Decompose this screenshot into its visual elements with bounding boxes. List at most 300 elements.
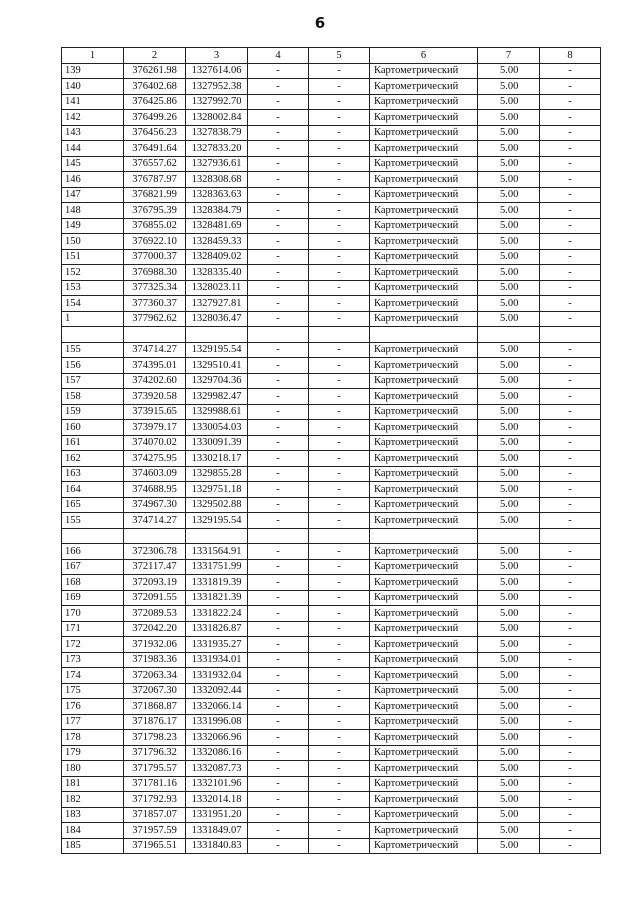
empty-cell xyxy=(124,528,186,544)
cell-y-coordinate: 1332087.73 xyxy=(186,761,248,777)
cell-y-coordinate: 1328384.79 xyxy=(186,203,248,219)
cell-x-coordinate: 377325.34 xyxy=(124,280,186,296)
cell-x-coordinate: 372306.78 xyxy=(124,544,186,560)
cell-point-number: 145 xyxy=(62,156,124,172)
cell-col-8: - xyxy=(540,63,601,79)
column-header-1: 1 xyxy=(62,48,124,64)
cell-accuracy: 5.00 xyxy=(478,125,540,141)
table-row xyxy=(62,110,601,126)
table-row xyxy=(62,590,601,606)
cell-col-4: - xyxy=(248,652,309,668)
cell-accuracy: 5.00 xyxy=(478,172,540,188)
cell-y-coordinate: 1328023.11 xyxy=(186,280,248,296)
cell-col-8: - xyxy=(540,497,601,513)
table-row xyxy=(62,311,601,327)
cell-col-4: - xyxy=(248,807,309,823)
cell-method: Картометрический xyxy=(370,714,478,730)
cell-col-4: - xyxy=(248,606,309,622)
cell-col-5: - xyxy=(309,358,370,374)
cell-col-5: - xyxy=(309,79,370,95)
cell-x-coordinate: 376795.39 xyxy=(124,203,186,219)
cell-accuracy: 5.00 xyxy=(478,373,540,389)
cell-x-coordinate: 373979.17 xyxy=(124,420,186,436)
cell-col-8: - xyxy=(540,482,601,498)
cell-col-8: - xyxy=(540,714,601,730)
cell-x-coordinate: 374967.30 xyxy=(124,497,186,513)
cell-col-4: - xyxy=(248,389,309,405)
cell-method: Картометрический xyxy=(370,358,478,374)
cell-y-coordinate: 1327927.81 xyxy=(186,296,248,312)
cell-point-number: 168 xyxy=(62,575,124,591)
cell-point-number: 160 xyxy=(62,420,124,436)
cell-col-8: - xyxy=(540,575,601,591)
cell-col-5: - xyxy=(309,63,370,79)
cell-accuracy: 5.00 xyxy=(478,668,540,684)
table-row xyxy=(62,94,601,110)
cell-y-coordinate: 1332066.14 xyxy=(186,699,248,715)
cell-y-coordinate: 1331564.91 xyxy=(186,544,248,560)
cell-x-coordinate: 376821.99 xyxy=(124,187,186,203)
cell-y-coordinate: 1331821.39 xyxy=(186,590,248,606)
empty-cell xyxy=(540,327,601,343)
cell-method: Картометрический xyxy=(370,218,478,234)
header-row xyxy=(62,48,601,64)
cell-col-4: - xyxy=(248,761,309,777)
cell-accuracy: 5.00 xyxy=(478,311,540,327)
group-separator-row xyxy=(62,528,601,544)
cell-y-coordinate: 1327992.70 xyxy=(186,94,248,110)
cell-method: Картометрический xyxy=(370,466,478,482)
cell-accuracy: 5.00 xyxy=(478,792,540,808)
column-header-4: 4 xyxy=(248,48,309,64)
cell-col-5: - xyxy=(309,172,370,188)
empty-cell xyxy=(478,327,540,343)
cell-accuracy: 5.00 xyxy=(478,621,540,637)
cell-col-8: - xyxy=(540,590,601,606)
cell-y-coordinate: 1329982.47 xyxy=(186,389,248,405)
cell-x-coordinate: 371857.07 xyxy=(124,807,186,823)
cell-y-coordinate: 1331822.24 xyxy=(186,606,248,622)
cell-x-coordinate: 372091.55 xyxy=(124,590,186,606)
cell-point-number: 144 xyxy=(62,141,124,157)
cell-accuracy: 5.00 xyxy=(478,420,540,436)
cell-col-4: - xyxy=(248,141,309,157)
empty-cell xyxy=(124,327,186,343)
cell-col-4: - xyxy=(248,699,309,715)
table-row xyxy=(62,745,601,761)
cell-x-coordinate: 371795.57 xyxy=(124,761,186,777)
cell-method: Картометрический xyxy=(370,203,478,219)
cell-col-8: - xyxy=(540,652,601,668)
cell-y-coordinate: 1329502.88 xyxy=(186,497,248,513)
cell-col-5: - xyxy=(309,575,370,591)
cell-col-4: - xyxy=(248,187,309,203)
cell-accuracy: 5.00 xyxy=(478,203,540,219)
cell-y-coordinate: 1332066.96 xyxy=(186,730,248,746)
cell-point-number: 164 xyxy=(62,482,124,498)
table-row xyxy=(62,404,601,420)
cell-accuracy: 5.00 xyxy=(478,358,540,374)
cell-x-coordinate: 376557.62 xyxy=(124,156,186,172)
cell-col-8: - xyxy=(540,94,601,110)
table-row xyxy=(62,823,601,839)
table-row xyxy=(62,637,601,653)
page-number: 6 xyxy=(314,14,326,32)
cell-col-8: - xyxy=(540,730,601,746)
cell-col-8: - xyxy=(540,823,601,839)
table-header xyxy=(62,48,601,64)
cell-col-4: - xyxy=(248,823,309,839)
cell-point-number: 178 xyxy=(62,730,124,746)
table-row xyxy=(62,249,601,265)
column-header-5: 5 xyxy=(309,48,370,64)
cell-y-coordinate: 1332086.16 xyxy=(186,745,248,761)
cell-method: Картометрический xyxy=(370,234,478,250)
cell-y-coordinate: 1330054.03 xyxy=(186,420,248,436)
cell-x-coordinate: 371781.16 xyxy=(124,776,186,792)
cell-point-number: 161 xyxy=(62,435,124,451)
cell-method: Картометрический xyxy=(370,699,478,715)
cell-col-8: - xyxy=(540,296,601,312)
table-row xyxy=(62,606,601,622)
table-row xyxy=(62,218,601,234)
table-row xyxy=(62,342,601,358)
table-row xyxy=(62,358,601,374)
cell-method: Картометрический xyxy=(370,172,478,188)
cell-method: Картометрический xyxy=(370,141,478,157)
cell-col-4: - xyxy=(248,482,309,498)
cell-col-4: - xyxy=(248,466,309,482)
cell-point-number: 140 xyxy=(62,79,124,95)
cell-y-coordinate: 1331996.08 xyxy=(186,714,248,730)
cell-x-coordinate: 373920.58 xyxy=(124,389,186,405)
cell-col-4: - xyxy=(248,792,309,808)
cell-x-coordinate: 371932.06 xyxy=(124,637,186,653)
cell-col-8: - xyxy=(540,761,601,777)
table-row xyxy=(62,280,601,296)
cell-x-coordinate: 372093.19 xyxy=(124,575,186,591)
cell-x-coordinate: 371792.93 xyxy=(124,792,186,808)
cell-accuracy: 5.00 xyxy=(478,559,540,575)
cell-col-4: - xyxy=(248,280,309,296)
cell-point-number: 184 xyxy=(62,823,124,839)
cell-col-4: - xyxy=(248,358,309,374)
cell-point-number: 172 xyxy=(62,637,124,653)
cell-accuracy: 5.00 xyxy=(478,435,540,451)
cell-y-coordinate: 1331826.87 xyxy=(186,621,248,637)
cell-col-5: - xyxy=(309,94,370,110)
cell-accuracy: 5.00 xyxy=(478,807,540,823)
table-body xyxy=(62,63,601,854)
cell-col-5: - xyxy=(309,745,370,761)
cell-col-4: - xyxy=(248,311,309,327)
cell-method: Картометрический xyxy=(370,745,478,761)
cell-y-coordinate: 1327952.38 xyxy=(186,79,248,95)
empty-cell xyxy=(370,327,478,343)
cell-accuracy: 5.00 xyxy=(478,699,540,715)
cell-accuracy: 5.00 xyxy=(478,110,540,126)
cell-col-4: - xyxy=(248,404,309,420)
cell-point-number: 149 xyxy=(62,218,124,234)
table-row xyxy=(62,513,601,529)
cell-col-8: - xyxy=(540,249,601,265)
table-row xyxy=(62,125,601,141)
cell-point-number: 153 xyxy=(62,280,124,296)
cell-x-coordinate: 371957.59 xyxy=(124,823,186,839)
cell-x-coordinate: 371868.87 xyxy=(124,699,186,715)
cell-method: Картометрический xyxy=(370,590,478,606)
cell-point-number: 183 xyxy=(62,807,124,823)
cell-point-number: 142 xyxy=(62,110,124,126)
table-row xyxy=(62,296,601,312)
cell-accuracy: 5.00 xyxy=(478,637,540,653)
column-header-8: 8 xyxy=(540,48,601,64)
cell-method: Картометрический xyxy=(370,265,478,281)
group-separator-row xyxy=(62,327,601,343)
cell-method: Картометрический xyxy=(370,513,478,529)
cell-col-4: - xyxy=(248,575,309,591)
empty-cell xyxy=(309,528,370,544)
cell-col-5: - xyxy=(309,838,370,854)
cell-accuracy: 5.00 xyxy=(478,249,540,265)
cell-y-coordinate: 1328363.63 xyxy=(186,187,248,203)
cell-x-coordinate: 376988.30 xyxy=(124,265,186,281)
cell-accuracy: 5.00 xyxy=(478,234,540,250)
cell-col-5: - xyxy=(309,699,370,715)
cell-point-number: 158 xyxy=(62,389,124,405)
cell-x-coordinate: 374275.95 xyxy=(124,451,186,467)
cell-col-5: - xyxy=(309,218,370,234)
cell-col-8: - xyxy=(540,792,601,808)
cell-accuracy: 5.00 xyxy=(478,776,540,792)
cell-y-coordinate: 1331932.04 xyxy=(186,668,248,684)
table-row xyxy=(62,497,601,513)
empty-cell xyxy=(309,327,370,343)
cell-col-5: - xyxy=(309,652,370,668)
cell-col-8: - xyxy=(540,420,601,436)
cell-point-number: 155 xyxy=(62,513,124,529)
cell-method: Картометрический xyxy=(370,389,478,405)
cell-point-number: 151 xyxy=(62,249,124,265)
empty-cell xyxy=(248,327,309,343)
cell-accuracy: 5.00 xyxy=(478,218,540,234)
cell-accuracy: 5.00 xyxy=(478,838,540,854)
cell-point-number: 159 xyxy=(62,404,124,420)
cell-x-coordinate: 376491.64 xyxy=(124,141,186,157)
table-row xyxy=(62,420,601,436)
cell-x-coordinate: 377000.37 xyxy=(124,249,186,265)
cell-x-coordinate: 372117.47 xyxy=(124,559,186,575)
cell-accuracy: 5.00 xyxy=(478,187,540,203)
cell-col-8: - xyxy=(540,699,601,715)
cell-x-coordinate: 372067.30 xyxy=(124,683,186,699)
table-row xyxy=(62,156,601,172)
cell-method: Картометрический xyxy=(370,606,478,622)
cell-x-coordinate: 376787.97 xyxy=(124,172,186,188)
cell-point-number: 170 xyxy=(62,606,124,622)
cell-y-coordinate: 1328409.02 xyxy=(186,249,248,265)
cell-method: Картометрический xyxy=(370,342,478,358)
cell-col-4: - xyxy=(248,621,309,637)
table-row xyxy=(62,621,601,637)
cell-y-coordinate: 1331935.27 xyxy=(186,637,248,653)
column-header-6: 6 xyxy=(370,48,478,64)
cell-y-coordinate: 1328002.84 xyxy=(186,110,248,126)
cell-method: Картометрический xyxy=(370,404,478,420)
cell-col-4: - xyxy=(248,730,309,746)
cell-point-number: 143 xyxy=(62,125,124,141)
cell-accuracy: 5.00 xyxy=(478,94,540,110)
cell-col-4: - xyxy=(248,296,309,312)
cell-col-8: - xyxy=(540,683,601,699)
cell-point-number: 152 xyxy=(62,265,124,281)
cell-col-5: - xyxy=(309,373,370,389)
table-row xyxy=(62,234,601,250)
cell-method: Картометрический xyxy=(370,79,478,95)
cell-point-number: 1 xyxy=(62,311,124,327)
cell-col-8: - xyxy=(540,358,601,374)
table-row xyxy=(62,389,601,405)
table-row xyxy=(62,761,601,777)
cell-method: Картометрический xyxy=(370,730,478,746)
cell-method: Картометрический xyxy=(370,435,478,451)
cell-x-coordinate: 377360.37 xyxy=(124,296,186,312)
cell-accuracy: 5.00 xyxy=(478,714,540,730)
cell-col-4: - xyxy=(248,590,309,606)
cell-col-8: - xyxy=(540,373,601,389)
cell-col-5: - xyxy=(309,559,370,575)
cell-accuracy: 5.00 xyxy=(478,745,540,761)
cell-col-4: - xyxy=(248,668,309,684)
cell-y-coordinate: 1329751.18 xyxy=(186,482,248,498)
cell-col-4: - xyxy=(248,79,309,95)
cell-col-5: - xyxy=(309,156,370,172)
table-row xyxy=(62,482,601,498)
cell-accuracy: 5.00 xyxy=(478,389,540,405)
cell-col-4: - xyxy=(248,838,309,854)
cell-col-8: - xyxy=(540,342,601,358)
cell-method: Картометрический xyxy=(370,792,478,808)
cell-col-5: - xyxy=(309,234,370,250)
table-row xyxy=(62,451,601,467)
cell-y-coordinate: 1327838.79 xyxy=(186,125,248,141)
cell-col-8: - xyxy=(540,125,601,141)
cell-y-coordinate: 1331819.39 xyxy=(186,575,248,591)
cell-col-8: - xyxy=(540,110,601,126)
cell-col-4: - xyxy=(248,451,309,467)
cell-col-8: - xyxy=(540,668,601,684)
table-row xyxy=(62,730,601,746)
table-row xyxy=(62,652,601,668)
cell-col-4: - xyxy=(248,435,309,451)
cell-method: Картометрический xyxy=(370,110,478,126)
cell-col-5: - xyxy=(309,203,370,219)
cell-accuracy: 5.00 xyxy=(478,141,540,157)
cell-point-number: 157 xyxy=(62,373,124,389)
table-row xyxy=(62,63,601,79)
cell-x-coordinate: 376425.86 xyxy=(124,94,186,110)
cell-col-5: - xyxy=(309,435,370,451)
cell-col-8: - xyxy=(540,745,601,761)
cell-y-coordinate: 1328335.40 xyxy=(186,265,248,281)
cell-col-4: - xyxy=(248,745,309,761)
cell-y-coordinate: 1331934.01 xyxy=(186,652,248,668)
cell-col-5: - xyxy=(309,110,370,126)
cell-col-5: - xyxy=(309,497,370,513)
cell-y-coordinate: 1329988.61 xyxy=(186,404,248,420)
cell-method: Картометрический xyxy=(370,280,478,296)
cell-col-5: - xyxy=(309,823,370,839)
cell-col-4: - xyxy=(248,373,309,389)
cell-col-8: - xyxy=(540,141,601,157)
cell-col-4: - xyxy=(248,559,309,575)
cell-method: Картометрический xyxy=(370,311,478,327)
cell-x-coordinate: 376922.10 xyxy=(124,234,186,250)
cell-accuracy: 5.00 xyxy=(478,606,540,622)
cell-y-coordinate: 1329855.28 xyxy=(186,466,248,482)
cell-col-4: - xyxy=(248,218,309,234)
cell-y-coordinate: 1331840.83 xyxy=(186,838,248,854)
empty-cell xyxy=(540,528,601,544)
cell-point-number: 155 xyxy=(62,342,124,358)
cell-col-5: - xyxy=(309,296,370,312)
cell-col-5: - xyxy=(309,420,370,436)
cell-col-4: - xyxy=(248,110,309,126)
cell-y-coordinate: 1328308.68 xyxy=(186,172,248,188)
cell-point-number: 162 xyxy=(62,451,124,467)
cell-col-4: - xyxy=(248,420,309,436)
cell-col-5: - xyxy=(309,404,370,420)
cell-col-5: - xyxy=(309,714,370,730)
cell-x-coordinate: 372042.20 xyxy=(124,621,186,637)
cell-col-4: - xyxy=(248,683,309,699)
cell-col-8: - xyxy=(540,79,601,95)
cell-point-number: 167 xyxy=(62,559,124,575)
cell-col-5: - xyxy=(309,730,370,746)
cell-col-5: - xyxy=(309,311,370,327)
cell-accuracy: 5.00 xyxy=(478,823,540,839)
cell-method: Картометрический xyxy=(370,63,478,79)
cell-method: Картометрический xyxy=(370,373,478,389)
cell-col-8: - xyxy=(540,513,601,529)
cell-method: Картометрический xyxy=(370,761,478,777)
cell-col-5: - xyxy=(309,637,370,653)
cell-x-coordinate: 374070.02 xyxy=(124,435,186,451)
cell-method: Картометрический xyxy=(370,838,478,854)
cell-col-8: - xyxy=(540,280,601,296)
cell-col-8: - xyxy=(540,218,601,234)
cell-col-5: - xyxy=(309,590,370,606)
cell-col-8: - xyxy=(540,451,601,467)
table-row xyxy=(62,466,601,482)
cell-x-coordinate: 374714.27 xyxy=(124,513,186,529)
cell-col-4: - xyxy=(248,714,309,730)
cell-x-coordinate: 376499.26 xyxy=(124,110,186,126)
cell-method: Картометрический xyxy=(370,683,478,699)
table-row xyxy=(62,807,601,823)
cell-col-8: - xyxy=(540,544,601,560)
table-row xyxy=(62,792,601,808)
cell-col-4: - xyxy=(248,156,309,172)
cell-x-coordinate: 374395.01 xyxy=(124,358,186,374)
cell-method: Картометрический xyxy=(370,156,478,172)
cell-col-5: - xyxy=(309,513,370,529)
table-row xyxy=(62,435,601,451)
cell-point-number: 165 xyxy=(62,497,124,513)
cell-point-number: 147 xyxy=(62,187,124,203)
cell-point-number: 139 xyxy=(62,63,124,79)
cell-accuracy: 5.00 xyxy=(478,590,540,606)
